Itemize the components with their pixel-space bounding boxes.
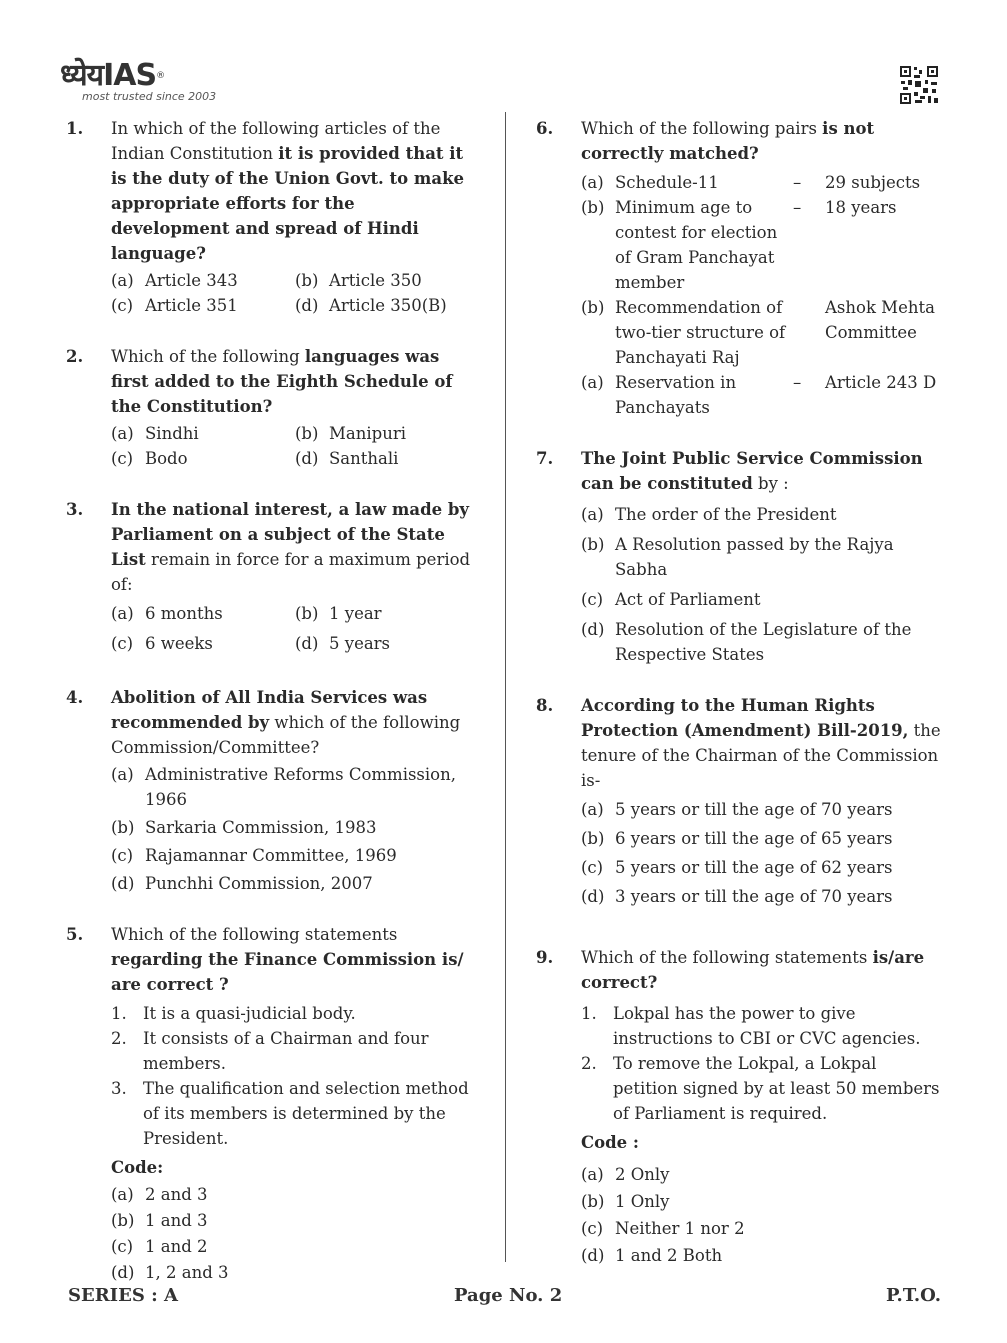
- options: (a) 2 Only (b) 1 Only (c) Neither 1 nor 2 (d) 1 and 2 Both: [581, 1161, 946, 1269]
- option-text: 1 and 2: [145, 1237, 208, 1256]
- code-label: Code:: [111, 1158, 164, 1177]
- question-stem: The Joint Public Service Commission can be constituted by :: [581, 449, 923, 493]
- pair-row: (a) Schedule-11 – 29 subjects: [581, 173, 921, 192]
- question-stem: According to the Human Rights Protection (Amendment) Bill-2019, the tenure of the Chairman of the Commission is-: [581, 696, 941, 790]
- options: (a) Administrative Reforms Commission, 1966 (b) Sarkaria Commission, 1983 (c) Rajamannar Committee, 1969 (d) Punchhi Commission, 2007: [111, 762, 476, 896]
- option-text: Rajamannar Committee, 1969: [145, 846, 397, 865]
- option-text: 1, 2 and 3: [145, 1263, 229, 1282]
- series-label: SERIES : A: [68, 1285, 178, 1306]
- option-text: Administrative Reforms Commission, 1966: [145, 765, 456, 809]
- option-text: 5 years: [329, 634, 391, 653]
- qr-code-icon: [899, 65, 939, 105]
- option-text: 2 Only: [615, 1165, 670, 1184]
- pair-row: (b) Minimum age to contest for election of Gram Panchayat member – 18 years: [581, 198, 897, 292]
- option-text: A Resolution passed by the Rajya Sabha: [615, 535, 894, 579]
- statement: 1. It is a quasi-judicial body.: [111, 1004, 356, 1023]
- options: (a) The order of the President (b) A Resolution passed by the Rajya Sabha (c) Act of Parliament (d) Resolution of the Legislature of the Respective States: [581, 502, 946, 667]
- option-text: 1 and 2 Both: [615, 1246, 723, 1265]
- question-4: [66, 685, 476, 896]
- question-stem: Which of the following pairs is not correctly matched?: [581, 119, 875, 163]
- option-text: Sarkaria Commission, 1983: [145, 818, 377, 837]
- option-text: Neither 1 nor 2: [615, 1219, 745, 1238]
- statement: 3. The qualification and selection method of its members is determined by the President.: [111, 1079, 469, 1148]
- statements: [111, 1001, 476, 1151]
- option-text: 6 weeks: [145, 634, 213, 653]
- question-number: 7.: [536, 449, 554, 468]
- question-number: 9.: [536, 948, 554, 967]
- statements: [581, 1001, 946, 1126]
- option-text: 6 months: [145, 604, 223, 623]
- statement: 1. Lokpal has the power to give instructions to CBI or CVC agencies.: [581, 1004, 921, 1048]
- option-text: Punchhi Commission, 2007: [145, 874, 373, 893]
- option-text: 2 and 3: [145, 1185, 208, 1204]
- option-text: Sindhi: [145, 424, 199, 443]
- question-number: 3.: [66, 500, 84, 519]
- pair-row: (a) Reservation in Panchayats – Article 243 D: [581, 373, 937, 417]
- page-number: Page No. 2: [454, 1285, 563, 1306]
- question-stem: In which of the following articles of the Indian Constitution it is provided that it is the duty of the Union Govt. to make appropriate efforts for the development and spread of Hindi language?: [111, 119, 465, 263]
- options: (a) 2 and 3 (b) 1 and 3 (c) 1 and 2 (d) 1, 2 and 3: [111, 1182, 476, 1286]
- question-stem: In the national interest, a law made by Parliament on a subject of the State List remain in force for a maximum period of:: [111, 500, 471, 594]
- option-text: Article 350: [329, 271, 422, 290]
- option-text: The order of the President: [615, 505, 837, 524]
- option-text: Bodo: [145, 449, 188, 468]
- pair-row: (b) Recommendation of two-tier structure of Panchayati Raj Ashok Mehta Committee: [581, 298, 935, 367]
- question-number: 8.: [536, 696, 554, 715]
- option-text: 5 years or till the age of 62 years: [615, 858, 893, 877]
- code-label: Code :: [581, 1133, 640, 1152]
- question-number: 4.: [66, 688, 84, 707]
- option-text: Article 350(B): [329, 296, 447, 315]
- option-text: 3 years or till the age of 70 years: [615, 887, 893, 906]
- question-7: [536, 446, 946, 667]
- question-3: [66, 497, 476, 659]
- question-9: [536, 945, 946, 1269]
- logo-wordmark: ध्येयIAS®: [60, 58, 165, 93]
- question-number: 2.: [66, 347, 84, 366]
- question-number: 5.: [66, 925, 84, 944]
- question-1: [66, 116, 476, 318]
- statement: 2. It consists of a Chairman and four members.: [111, 1029, 429, 1073]
- question-stem: Abolition of All India Services was recommended by which of the following Commission/Committee?: [111, 688, 461, 757]
- logo: [60, 60, 240, 103]
- option-text: 1 Only: [615, 1192, 670, 1211]
- option-text: Resolution of the Legislature of the Respective States: [615, 620, 912, 664]
- question-6: [536, 116, 946, 420]
- pto-label: P.T.O.: [886, 1285, 942, 1306]
- logo-tagline: most trusted since 2003: [82, 90, 217, 103]
- option-text: 1 and 3: [145, 1211, 208, 1230]
- left-column: [66, 116, 476, 1286]
- option-text: 5 years or till the age of 70 years: [615, 800, 893, 819]
- option-text: Santhali: [329, 449, 399, 468]
- option-text: Article 351: [145, 296, 238, 315]
- question-stem: Which of the following languages was first added to the Eighth Schedule of the Constitution?: [111, 347, 453, 416]
- question-2: [66, 344, 476, 471]
- question-stem: Which of the following statements is/are correct?: [581, 948, 925, 992]
- option-text: 6 years or till the age of 65 years: [615, 829, 893, 848]
- option-text: Article 343: [145, 271, 238, 290]
- column-divider: [505, 112, 506, 1262]
- match-pairs: [581, 170, 946, 420]
- right-column: [536, 116, 946, 1269]
- question-stem: Which of the following statements regarding the Finance Commission is/ are correct ?: [111, 925, 464, 994]
- options: (a) 6 months (b) 1 year (c) 6 weeks (d) 5 years: [111, 599, 476, 659]
- question-5: [66, 922, 476, 1286]
- options: (a) Article 343 (b) Article 350 (c) Article 351 (d) Article 350(B): [111, 268, 476, 318]
- options: (a) Sindhi (b) Manipuri (c) Bodo (d) Santhali: [111, 421, 476, 471]
- statement: 2. To remove the Lokpal, a Lokpal petition signed by at least 50 members of Parliament is required.: [581, 1054, 940, 1123]
- option-text: 1 year: [329, 604, 382, 623]
- question-number: 6.: [536, 119, 554, 138]
- option-text: Manipuri: [329, 424, 406, 443]
- options: (a) 5 years or till the age of 70 years (b) 6 years or till the age of 65 years (c) 5 years or till the age of 62 years (d) 3 years or till the age of 70 years: [581, 795, 946, 911]
- question-8: [536, 693, 946, 911]
- question-number: 1.: [66, 119, 84, 138]
- option-text: Act of Parliament: [615, 590, 761, 609]
